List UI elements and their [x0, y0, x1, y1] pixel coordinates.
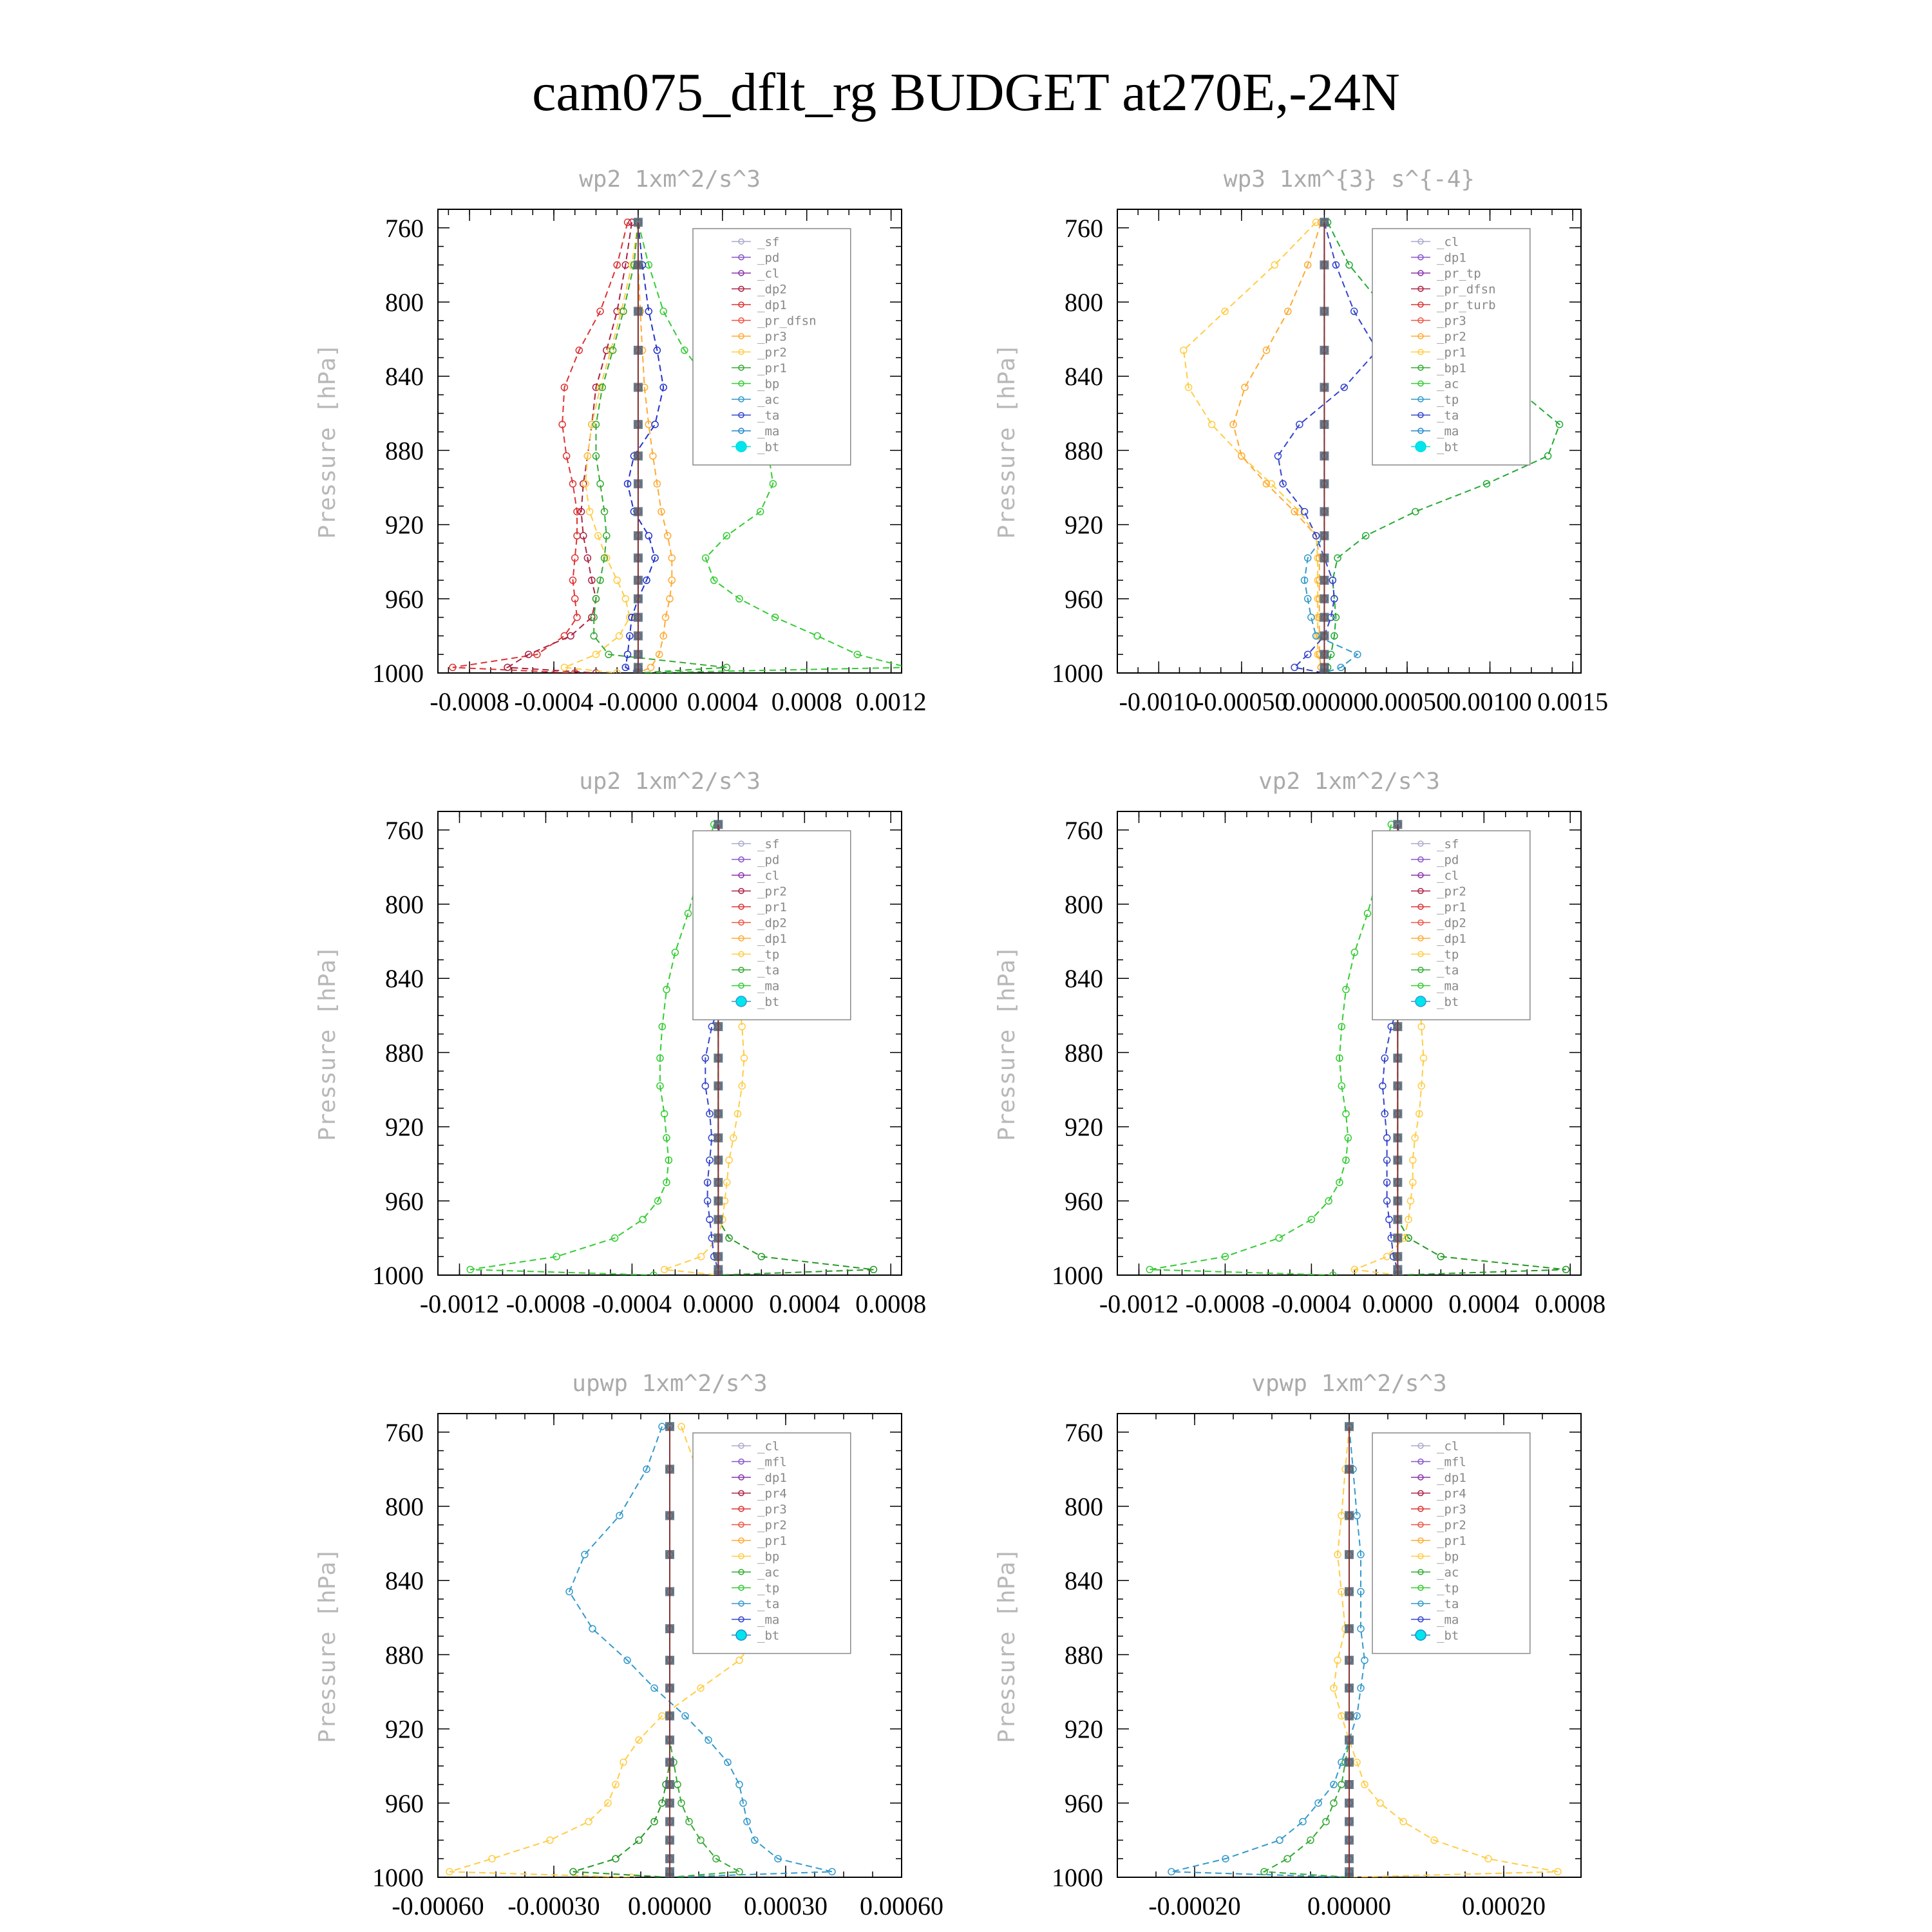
y-tick-label: 960 [1065, 584, 1103, 614]
legend-label: _pr2 [1437, 884, 1466, 899]
legend-label: _cl [1437, 869, 1459, 883]
legend-label: _bt [757, 440, 780, 455]
y-axis-label: Pressure [hPa] [994, 343, 1020, 539]
data-point [1296, 421, 1303, 428]
x-tick-label: 0.00000 [628, 1891, 712, 1920]
data-point [648, 664, 654, 670]
legend-label: _dp1 [1437, 1471, 1466, 1485]
legend [693, 831, 851, 1020]
data-point [582, 1551, 588, 1558]
x-tick-label: 0.00000 [1282, 687, 1367, 716]
data-point [1346, 261, 1352, 268]
legend-marker [1416, 442, 1426, 452]
data-point [1400, 1819, 1406, 1825]
y-tick-label: 920 [1065, 510, 1103, 540]
y-tick-label: 840 [1065, 1566, 1103, 1596]
legend-label: _dp2 [757, 916, 787, 931]
legend-label: _pr_dfsn [1437, 282, 1496, 297]
series-line-dp1 [453, 222, 628, 673]
data-point [620, 1759, 627, 1765]
legend-label: _ta [757, 963, 780, 978]
x-tick-label: -0.00020 [1148, 1891, 1241, 1920]
x-tick-label: -0.0012 [1099, 1289, 1179, 1318]
y-axis-label: Pressure [hPa] [314, 945, 341, 1141]
x-tick-label: 0.0004 [687, 687, 758, 716]
y-tick-label: 760 [385, 1417, 424, 1447]
x-tick-label: 0.00020 [1462, 1891, 1546, 1920]
series-line-tp [1305, 222, 1358, 673]
legend-label: _ac [757, 393, 780, 407]
y-tick-label: 1000 [1052, 659, 1103, 688]
legend-label: _dp1 [757, 1471, 787, 1485]
series-line-bp [1264, 1426, 1349, 1877]
y-tick-label: 880 [1065, 1038, 1103, 1068]
panel-title: up2 1xm^2/s^3 [579, 768, 761, 795]
legend-label: _pr4 [757, 1486, 787, 1501]
data-point [585, 1819, 592, 1825]
legend-label: _cl [757, 1439, 780, 1454]
panel-upwp [314, 1370, 943, 1920]
legend-label: _pr_turb [1437, 298, 1496, 312]
y-tick-label: 1000 [372, 1261, 424, 1290]
data-point [592, 651, 599, 658]
y-tick-label: 800 [1065, 288, 1103, 317]
legend-label: _pr4 [1437, 1486, 1466, 1501]
legend-label: _ma [757, 1613, 780, 1627]
legend-label: _ma [757, 979, 780, 994]
series-line-ta [625, 222, 663, 673]
data-point [1284, 1855, 1291, 1862]
series-line-dp1 [1150, 824, 1391, 1275]
data-point [652, 421, 658, 428]
series-line-tp [1171, 1426, 1365, 1877]
legend-label: _pr_dfsn [757, 314, 817, 328]
legend-label: _ta [757, 1597, 780, 1611]
data-point [1412, 508, 1419, 515]
legend [693, 1433, 851, 1654]
x-tick-label: 0.0004 [1448, 1289, 1520, 1318]
series-line-dp2 [507, 222, 632, 673]
series-line-ta [1278, 222, 1377, 673]
data-point [616, 632, 622, 639]
data-point [659, 1423, 665, 1430]
data-point [612, 1855, 619, 1862]
panel-vpwp [994, 1370, 1581, 1920]
legend-label: _pr1 [757, 1534, 787, 1548]
legend [1372, 831, 1530, 1020]
y-tick-label: 920 [385, 510, 424, 540]
legend-label: _tp [757, 947, 780, 962]
data-point [636, 1837, 642, 1843]
x-tick-label: -0.00050 [1195, 687, 1288, 716]
data-point [736, 1657, 743, 1663]
y-tick-label: 840 [385, 362, 424, 392]
data-point [661, 1266, 668, 1273]
legend-marker [1416, 1630, 1426, 1640]
legend [1372, 229, 1530, 465]
y-tick-label: 800 [385, 288, 424, 317]
legend-label: _pr1 [757, 361, 787, 375]
legend-label: _dp1 [1437, 251, 1466, 265]
x-tick-label: 0.00030 [744, 1891, 828, 1920]
panel-title: vp2 1xm^2/s^3 [1258, 768, 1440, 795]
data-point [639, 1217, 646, 1223]
legend-label: _tp [1437, 393, 1459, 407]
data-point [736, 1868, 743, 1875]
y-tick-label: 760 [385, 213, 424, 243]
legend [693, 229, 851, 465]
legend-label: _dp2 [1437, 916, 1466, 931]
data-point [1323, 1819, 1329, 1825]
legend-label: _dp1 [1437, 932, 1466, 946]
panel-title: vpwp 1xm^2/s^3 [1251, 1370, 1447, 1397]
legend-label: _pr2 [1437, 1518, 1466, 1533]
y-tick-label: 840 [1065, 362, 1103, 392]
y-tick-label: 880 [385, 436, 424, 466]
y-tick-label: 840 [385, 964, 424, 994]
panel-vp2 [994, 768, 1605, 1318]
y-tick-label: 800 [1065, 1492, 1103, 1521]
legend-label: _pr2 [757, 345, 787, 360]
y-tick-label: 920 [385, 1112, 424, 1142]
legend-label: _bt [1437, 995, 1459, 1009]
legend-label: _cl [1437, 1439, 1459, 1454]
legend-label: _bp [757, 377, 780, 392]
data-point [1242, 384, 1248, 390]
legend-label: _bt [757, 1629, 780, 1643]
y-tick-label: 880 [385, 1038, 424, 1068]
legend-marker [1416, 996, 1426, 1007]
y-axis-label: Pressure [hPa] [314, 343, 341, 539]
legend-label: _bp1 [1437, 361, 1466, 375]
legend-label: _ac [1437, 377, 1459, 392]
x-tick-label: -0.00060 [392, 1891, 484, 1920]
legend-label: _pr3 [1437, 314, 1466, 328]
data-point [1274, 453, 1281, 459]
series-line-ac [573, 1426, 670, 1877]
legend-label: _pr3 [1437, 1502, 1466, 1517]
y-tick-label: 920 [385, 1714, 424, 1744]
legend-label: _pr1 [757, 900, 787, 914]
legend-label: _dp1 [757, 298, 787, 312]
y-tick-label: 1000 [1052, 1261, 1103, 1290]
data-point [678, 1423, 685, 1430]
data-point [1331, 1800, 1337, 1806]
panel-title: wp2 1xm^2/s^3 [579, 166, 761, 193]
legend-label: _cl [757, 869, 780, 883]
x-tick-label: -0.0004 [514, 687, 594, 716]
legend-label: _ta [757, 408, 780, 423]
legend [1372, 1433, 1530, 1654]
data-point [1377, 1800, 1383, 1806]
series-line-pr1 [1184, 222, 1324, 673]
legend-label: _pd [757, 251, 780, 265]
panel-title: wp3 1xm^{3} s^{-4} [1223, 166, 1475, 193]
figure-title: cam075_dflt_rg BUDGET at270E,-24N [532, 62, 1400, 122]
x-tick-label: -0.0008 [1185, 1289, 1265, 1318]
legend-label: _pr3 [757, 330, 787, 344]
data-point [614, 577, 620, 583]
x-tick-label: -0.0012 [419, 1289, 500, 1318]
y-tick-label: 920 [1065, 1112, 1103, 1142]
legend-label: _ma [1437, 1613, 1459, 1627]
legend-label: _pr1 [1437, 345, 1466, 360]
data-point [814, 632, 820, 639]
legend-label: _bp [757, 1549, 780, 1564]
legend-label: _dp2 [757, 282, 787, 297]
x-tick-label: 0.0012 [855, 687, 927, 716]
y-tick-label: 800 [385, 890, 424, 919]
data-point [489, 1855, 495, 1862]
y-tick-label: 840 [385, 1566, 424, 1596]
data-point [697, 1837, 704, 1843]
legend-label: _ma [757, 424, 780, 439]
x-tick-label: 0.0008 [855, 1289, 927, 1318]
data-point [547, 1837, 553, 1843]
legend-marker [736, 996, 746, 1007]
x-tick-label: -0.0010 [1119, 687, 1198, 716]
legend-label: _bt [757, 995, 780, 1009]
data-point [1384, 1253, 1390, 1260]
data-point [589, 1625, 596, 1632]
y-tick-label: 1000 [372, 1863, 424, 1892]
data-point [698, 1253, 705, 1260]
legend-label: _ta [1437, 963, 1459, 978]
data-point [736, 1781, 743, 1788]
legend-label: _bt [1437, 440, 1459, 455]
data-point [1276, 1235, 1282, 1241]
y-tick-label: 800 [385, 1492, 424, 1521]
legend-label: _bp [1437, 1549, 1459, 1564]
panel-wp2 [314, 166, 927, 716]
legend-label: _ma [1437, 424, 1459, 439]
data-point [1271, 261, 1278, 268]
legend-label: _bt [1437, 1629, 1459, 1643]
legend-label: _pd [1437, 853, 1459, 867]
y-tick-label: 880 [1065, 1640, 1103, 1670]
panel-title: upwp 1xm^2/s^3 [572, 1370, 768, 1397]
y-tick-label: 960 [385, 1186, 424, 1216]
x-tick-label: 0.00100 [1448, 687, 1532, 716]
legend-label: _pr1 [1437, 1534, 1466, 1548]
legend-label: _sf [757, 837, 780, 851]
x-tick-label: 0.0000 [683, 1289, 754, 1318]
x-tick-label: 0.0008 [1535, 1289, 1606, 1318]
y-tick-label: 800 [1065, 890, 1103, 919]
data-point [567, 632, 574, 639]
legend-marker [736, 442, 746, 452]
y-axis-label: Pressure [hPa] [314, 1548, 341, 1743]
legend-label: _ma [1437, 979, 1459, 994]
data-point [1209, 421, 1215, 428]
legend-label: _dp1 [757, 932, 787, 946]
legend-label: _mfl [1437, 1455, 1466, 1470]
legend-label: _ac [757, 1566, 780, 1580]
legend-label: _sf [757, 235, 780, 249]
x-tick-label: -0.00030 [507, 1891, 600, 1920]
x-tick-label: 0.00050 [1365, 687, 1449, 716]
legend-label: _ta [1437, 1597, 1459, 1611]
data-point [1364, 910, 1370, 916]
legend-label: _pr2 [1437, 330, 1466, 344]
legend-label: _pr3 [757, 1502, 787, 1517]
legend-label: _tp [757, 1581, 780, 1596]
legend-label: _mfl [757, 1455, 787, 1470]
x-tick-label: 0.0000 [1362, 1289, 1434, 1318]
y-tick-label: 760 [1065, 1417, 1103, 1447]
legend-label: _ac [1437, 1566, 1459, 1580]
y-tick-label: 760 [385, 815, 424, 845]
legend-label: _pr_tp [1437, 267, 1481, 281]
y-tick-label: 760 [1065, 213, 1103, 243]
legend-label: _cl [1437, 235, 1459, 249]
y-axis-label: Pressure [hPa] [994, 945, 1020, 1141]
y-tick-label: 880 [1065, 436, 1103, 466]
legend-label: _pr2 [757, 884, 787, 899]
data-point [905, 664, 911, 670]
data-point [1302, 508, 1308, 515]
data-point [1485, 1855, 1492, 1862]
y-tick-label: 960 [1065, 1186, 1103, 1216]
data-point [1545, 453, 1551, 459]
y-tick-label: 840 [1065, 964, 1103, 994]
x-tick-label: 0.00060 [860, 1891, 943, 1920]
x-tick-label: 0.0004 [769, 1289, 840, 1318]
legend-label: _cl [757, 267, 780, 281]
legend-label: _pd [757, 853, 780, 867]
x-tick-label: -0.0004 [1271, 1289, 1352, 1318]
legend-label: _tp [1437, 1581, 1459, 1596]
x-tick-label: -0.0008 [430, 687, 509, 716]
x-tick-label: -0.0000 [598, 687, 678, 716]
x-tick-label: 0.00000 [1307, 1891, 1391, 1920]
y-tick-label: 960 [385, 584, 424, 614]
data-point [685, 910, 691, 916]
y-tick-label: 960 [385, 1788, 424, 1818]
y-tick-label: 1000 [1052, 1863, 1103, 1892]
panel-up2 [314, 768, 926, 1318]
series-line-dp1 [470, 824, 714, 1275]
series-line-pr2 [1233, 222, 1324, 673]
y-tick-label: 920 [1065, 1714, 1103, 1744]
legend-label: _ta [1437, 408, 1459, 423]
y-axis-label: Pressure [hPa] [994, 1548, 1020, 1743]
data-point [660, 308, 667, 314]
legend-label: _pr1 [1437, 900, 1466, 914]
legend-label: _tp [1437, 947, 1459, 962]
y-tick-label: 760 [1065, 815, 1103, 845]
data-point [1300, 1819, 1306, 1825]
y-tick-label: 1000 [372, 659, 424, 688]
x-tick-label: 0.0015 [1537, 687, 1609, 716]
series-line-pr3 [638, 222, 672, 673]
x-tick-label: -0.0004 [592, 1289, 672, 1318]
x-tick-label: -0.0008 [506, 1289, 586, 1318]
y-tick-label: 960 [1065, 1788, 1103, 1818]
data-point [1276, 1837, 1283, 1843]
legend-label: _pr2 [757, 1518, 787, 1533]
legend-marker [736, 1630, 746, 1640]
legend-label: _sf [1437, 837, 1459, 851]
x-tick-label: 0.0008 [771, 687, 842, 716]
panel-wp3 [994, 166, 1608, 716]
y-tick-label: 880 [385, 1640, 424, 1670]
